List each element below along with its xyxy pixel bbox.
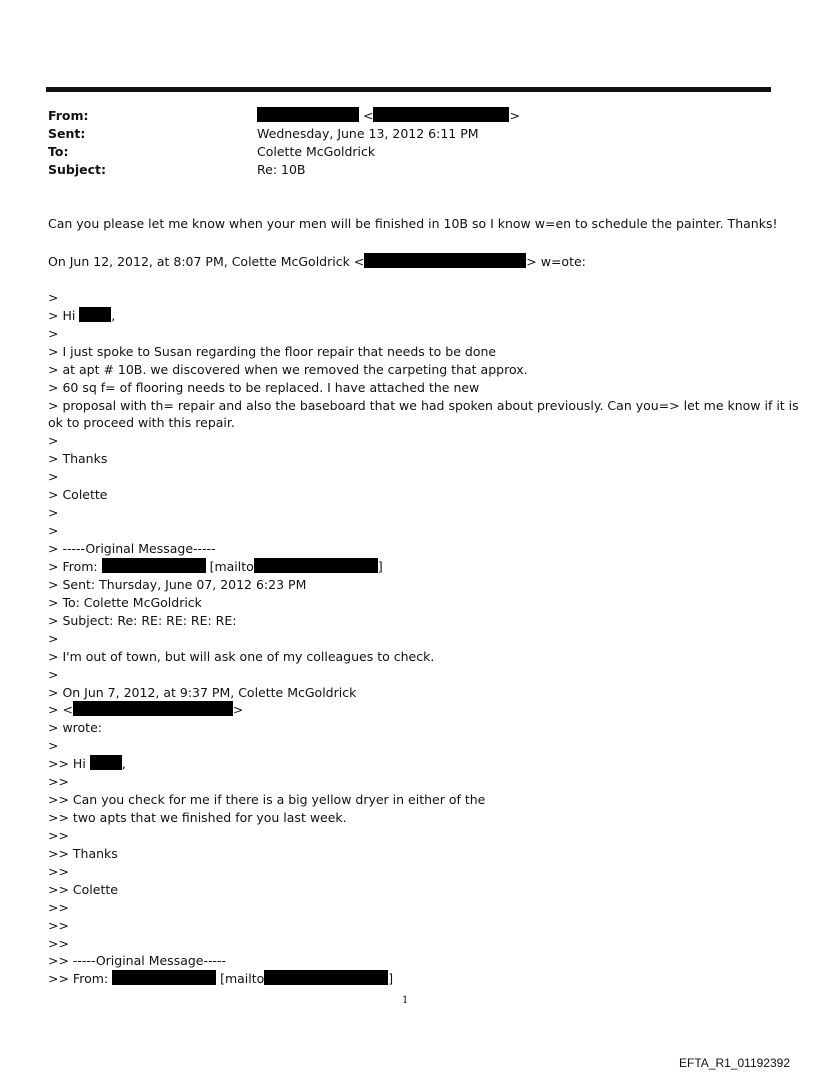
- quote-line: >>: [48, 828, 69, 843]
- quote-line: > On Jun 7, 2012, at 9:37 PM, Colette McGoldrick: [48, 685, 357, 700]
- quote-line: >: [48, 505, 59, 520]
- quote-hi-2: [48, 755, 126, 773]
- quote-line: > I'm out of town, but will ask one of my colleagues to check.: [48, 649, 435, 664]
- redaction-bar: [264, 970, 388, 985]
- quote-line: >: [48, 738, 59, 753]
- quote-line: >: [48, 326, 59, 341]
- bracket-close: ]: [377, 559, 383, 574]
- quote-line: > Subject: Re: RE: RE: RE: RE:: [48, 613, 237, 628]
- quote-line: >: [48, 631, 59, 646]
- quote-line: >> Thanks: [48, 846, 118, 861]
- quote-hi: [48, 307, 115, 325]
- quote-line: > Sent: Thursday, June 07, 2012 6:23 PM: [48, 577, 307, 592]
- quote-line: >> two apts that we finished for you last week.: [48, 810, 347, 825]
- sent-value: Wednesday, June 13, 2012 6:11 PM: [257, 126, 479, 141]
- quote-from-2: [48, 970, 393, 988]
- to-label: To:: [48, 144, 69, 159]
- quote-line: ok to proceed with this repair.: [48, 415, 235, 430]
- subject-value: Re: 10B: [257, 162, 306, 177]
- quote-line: >>: [48, 864, 69, 879]
- angle-open: <: [362, 108, 374, 123]
- angle-close: >: [509, 108, 520, 123]
- hi-prefix: >> Hi: [48, 756, 90, 771]
- document-id: EFTA_R1_01192392: [679, 1056, 790, 1070]
- on-date-suffix: > w=ote:: [526, 254, 586, 269]
- sent-label: Sent:: [48, 126, 86, 141]
- redaction-bar: [90, 755, 122, 770]
- redaction-bar: [364, 253, 526, 268]
- quote-line: > -----Original Message-----: [48, 541, 216, 556]
- quote-line: >>: [48, 900, 69, 915]
- on-date-prefix: On Jun 12, 2012, at 8:07 PM, Colette McGoldrick <: [48, 254, 365, 269]
- page-number: 1: [402, 995, 409, 1006]
- quote-line: >>: [48, 918, 69, 933]
- quote-line: > 60 sq f= of flooring needs to be replaced. I have attached the new: [48, 380, 480, 395]
- subject-label: Subject:: [48, 162, 106, 177]
- quote-line: >: [48, 290, 59, 305]
- quote-line: >>: [48, 936, 69, 951]
- intro-text: Can you please let me know when your men will be finished in 10B so I know w=en to schedule the painter. Thanks!: [48, 216, 778, 231]
- hi-prefix: > Hi: [48, 308, 80, 323]
- quote-line: > Colette: [48, 487, 108, 502]
- hi-suffix: ,: [111, 308, 116, 323]
- quote-line: >> Colette: [48, 882, 118, 897]
- quote-line: >> -----Original Message-----: [48, 953, 227, 968]
- quote-line: > I just spoke to Susan regarding the floor repair that needs to be done: [48, 344, 497, 359]
- lt-prefix: > <: [48, 702, 73, 717]
- quote-line: >>: [48, 774, 69, 789]
- from-value: [257, 107, 520, 125]
- quote-line: >> Can you check for me if there is a big yellow dryer in either of the: [48, 792, 486, 807]
- quote-line: >: [48, 667, 59, 682]
- quote-line: > proposal with th= repair and also the baseboard that we had spoken about previously. Can you=> let me know if it is: [48, 398, 799, 413]
- redaction-bar: [254, 558, 378, 573]
- to-value: Colette McGoldrick: [257, 144, 376, 159]
- header-rule: [46, 87, 771, 92]
- quote-from: [48, 558, 383, 576]
- quote-line: >: [48, 469, 59, 484]
- quote-line: > wrote:: [48, 720, 102, 735]
- redaction-bar: [257, 107, 359, 122]
- from-prefix: > From:: [48, 559, 102, 574]
- quote-line: > Thanks: [48, 451, 108, 466]
- redaction-bar: [73, 701, 233, 716]
- gt-close: >: [232, 702, 244, 717]
- bracket-close: ]: [388, 971, 394, 986]
- redaction-bar: [373, 107, 509, 122]
- from-label: From:: [48, 108, 89, 123]
- quote-email: [48, 701, 243, 719]
- quote-line: >: [48, 433, 59, 448]
- mailto: [mailto: [220, 971, 265, 986]
- redaction-bar: [112, 970, 216, 985]
- quote-line: >: [48, 523, 59, 538]
- on-date-line: [48, 253, 586, 271]
- quote-line: > To: Colette McGoldrick: [48, 595, 202, 610]
- redaction-bar: [102, 558, 206, 573]
- redaction-bar: [79, 307, 111, 322]
- quote-line: > at apt # 10B. we discovered when we removed the carpeting that approx.: [48, 362, 528, 377]
- mailto: [mailto: [209, 559, 254, 574]
- hi-suffix: ,: [121, 756, 126, 771]
- from-prefix: >> From:: [48, 971, 113, 986]
